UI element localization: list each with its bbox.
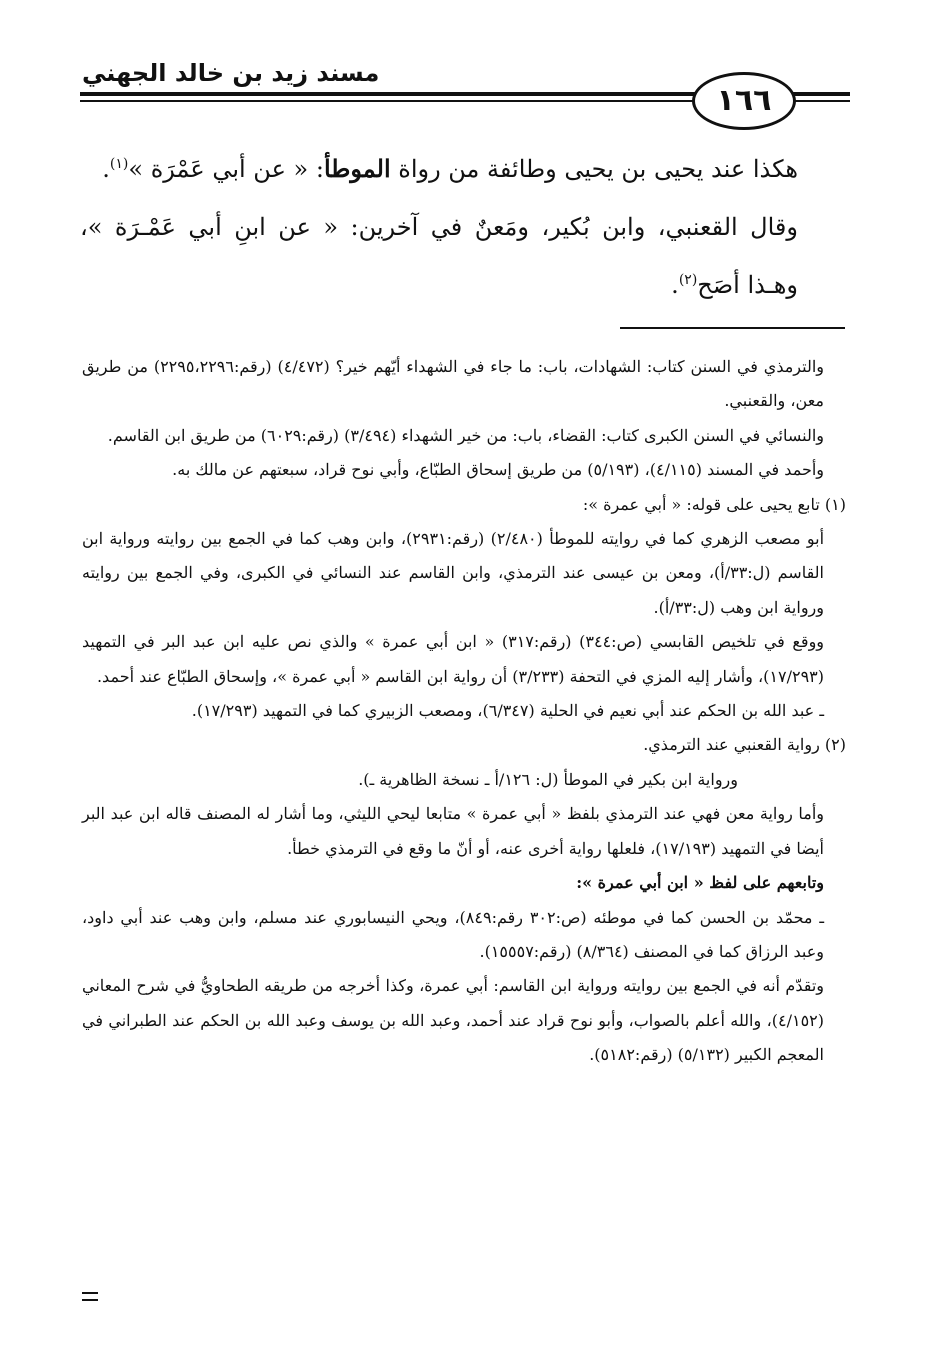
footnote-2-heading: (٢) رواية القعنبي عند الترمذي.: [643, 735, 846, 755]
main-text: [80, 140, 840, 314]
footnotes: [82, 350, 846, 1073]
bold-term: الموطأ: [323, 154, 391, 183]
footnote-ref-1: (١): [109, 156, 129, 172]
footnote-1-paragraph: أبو مصعب الزهري كما في روايته للموطأ (٢/٤٨٠) (رقم:٢٩٣١)، وابن وهب كما في الجمع بين روايته ورواية ابن القاسم (ل:٣٣/أ)، ومعن بن عيسى عند الترمذي، وابن القاسم عند النسائي في الكبرى، وفي الجمع بين روايته ورواية ابن وهب (ل:٣٣/أ).: [82, 529, 825, 617]
footnote-2-paragraph: وأما رواية معن فهي عند الترمذي بلفظ « أبي عمرة » متابعا ليحي الليثي، وما أشار له المصنف قاله ابن عبد البر أيضا في التمهيد (١٧/١٩٣)، فلعلها رواية أخرى عنه، أو أنّ ما وقع في الترمذي خطأ.: [82, 804, 824, 858]
footnote-line: وأحمد في المسند (٤/١١٥)، (٥/١٩٣) من طريق إسحاق الطبّاع، وأبي نوح قراد، سبعتهم عن مالك به.: [172, 460, 824, 480]
continuation-mark: [82, 1292, 98, 1301]
footnote-2-paragraph: ورواية ابن بكير في الموطأ (ل: ١٢٦/أ ـ نسخة الظاهرية ـ).: [358, 769, 738, 789]
main-paragraph-2-end: .: [671, 271, 679, 299]
footnote-ref-2: (٢): [678, 272, 698, 288]
footnote-line: والنسائي في السنن الكبرى كتاب: القضاء، باب: من خير الشهداء (٣/٤٩٤) (رقم:٦٠٢٩) من طريق ابن القاسم.: [107, 425, 824, 445]
main-paragraph-1-end: .: [102, 155, 110, 183]
main-paragraph-1: [80, 140, 840, 198]
footnote-2-paragraph: ـ محمّد بن الحسن كما في موطئه (ص:٣٠٢ رقم:٨٤٩)، ويحي النيسابوري عند مسلم، وابن وهب عند أبي داود، وعبد الرزاق كما في المصنف (٨/٣٦٤) (رقم:١٥٥٥٧).: [82, 907, 825, 961]
footnote-separator: [620, 327, 845, 329]
main-paragraph-2: [80, 198, 840, 314]
footnote-2-paragraph: وتقدّم أنه في الجمع بين روايته ورواية ابن القاسم: أبي عمرة، وكذا أخرجه من طريقه الطحاويُّ في شرح المعاني (٤/١٥٢)، والله أعلم بالصواب، وأبو نوح قراد عند أحمد، وعبد الله بن يوسف وعبد الله بن الحكم عند الطبراني في المعجم الكبير (٥/١٣٢) (رقم:٥١٨٢).: [82, 976, 825, 1065]
footnote-2-subheading: وتابعهم على لفظ « ابن أبي عمرة »:: [576, 873, 824, 893]
footnote-1-heading: (١) تابع يحيى على قوله: « أبي عمرة »:: [582, 494, 846, 514]
running-title: مسند زيد بن خالد الجهني: [82, 59, 380, 87]
main-paragraph-2-text: وقال القعنبي، وابن بُكير، ومَعنٌ في آخرين: « عن ابنِ أبي عَمْـرَة »، وهـذا أصَح: [80, 213, 798, 299]
main-paragraph-1-text: هكذا عند يحيى بن يحيى وطائفة من رواة الموطأ: « عن أبي عَمْرَة »: [128, 154, 798, 183]
page-number: ١٦٦: [692, 72, 796, 130]
footnote-line: والترمذي في السنن كتاب: الشهادات، باب: ما جاء في الشهداء أيّهم خير؟ (٤/٤٧٢) (رقم:٢٢٩٥،٢٢٩٦) من طريق معن، والقعنبي.: [82, 357, 825, 411]
footnote-1-paragraph: ووقع في تلخيص القابسي (ص:٣٤٤) (رقم:٣١٧) « ابن أبي عمرة » والذي نص عليه ابن عبد البر في التمهيد (١٧/٢٩٣)، وأشار إليه المزي في التحفة (٣/٢٣٣) أن رواية ابن القاسم « أبي عمرة »، وإسحاق الطبّاع عند أحمد.: [82, 632, 825, 686]
footnote-1-paragraph: ـ عبد الله بن الحكم عند أبي نعيم في الحلية (٦/٣٤٧)، ومصعب الزبيري كما في التمهيد (١٧/٢٩٣).: [191, 701, 824, 721]
